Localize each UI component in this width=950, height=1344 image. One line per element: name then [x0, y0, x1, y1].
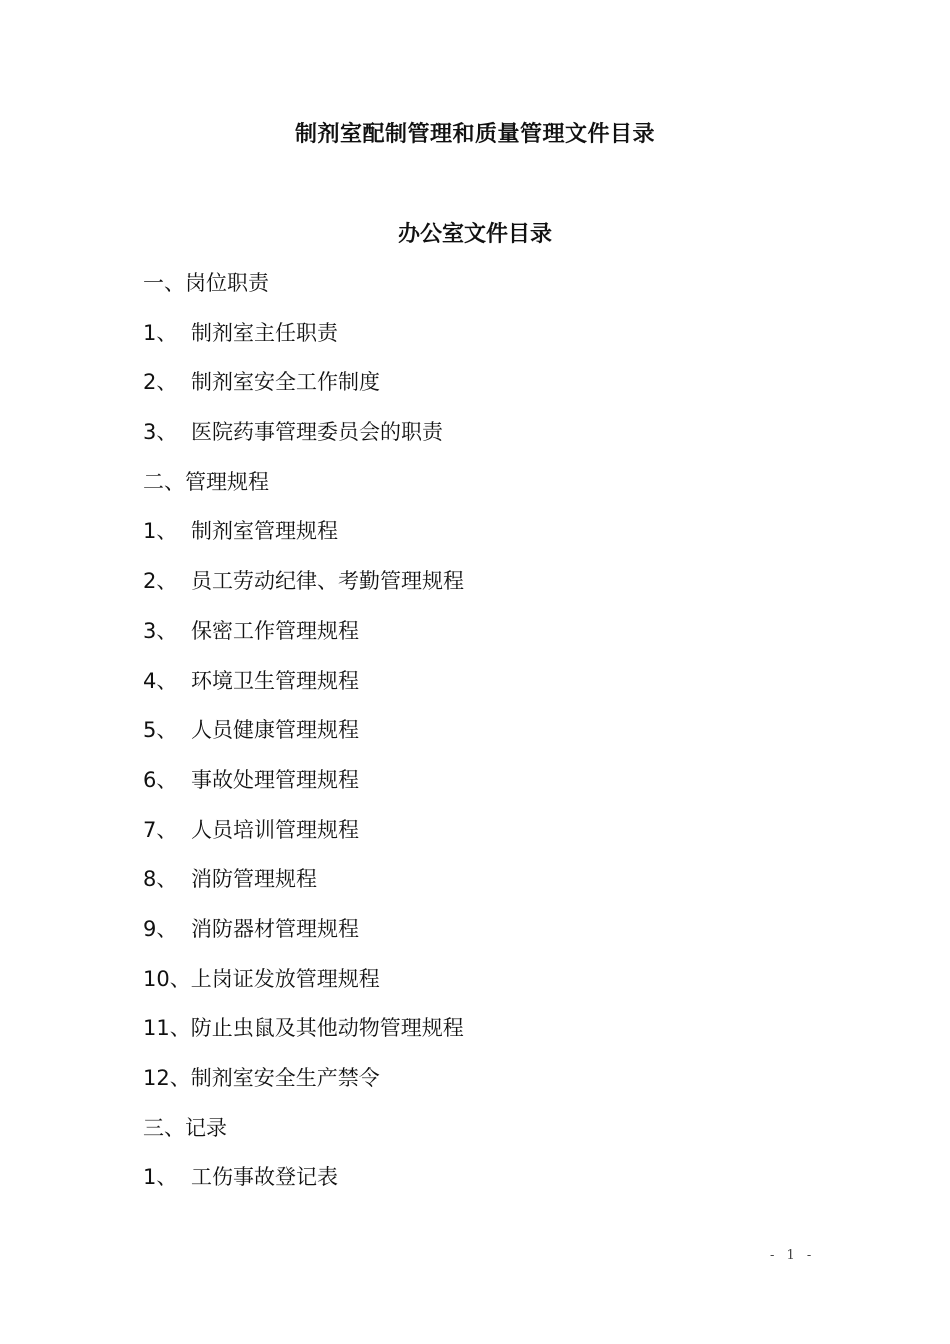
page-number: - 1 -: [770, 1248, 816, 1263]
toc-entry-text: 上岗证发放管理规程: [190, 966, 380, 991]
toc-entry-text: 环境卫生管理规程: [191, 668, 359, 693]
toc-entry-number: 4、: [143, 668, 178, 693]
toc-entry-text: 制剂室主任职责: [191, 320, 338, 345]
toc-entry-text: 制剂室安全工作制度: [191, 370, 380, 395]
toc-entry: [143, 762, 843, 812]
toc-entry-number: 6、: [143, 767, 178, 792]
toc-entry-number: 1、: [143, 320, 178, 345]
toc-entry-number: 12、: [143, 1066, 191, 1090]
toc-entry-number: 11、: [143, 1016, 191, 1041]
toc-entry-text: 员工劳动纪律、考勤管理规程: [191, 569, 464, 594]
toc-entry: [143, 961, 843, 1011]
toc-entry-number: 10、: [143, 966, 191, 991]
toc-entry-number: 三、: [143, 1115, 185, 1140]
toc-entry: [143, 315, 843, 365]
toc-entry-number: 1、: [143, 519, 178, 544]
section-title: 办公室文件目录: [397, 222, 552, 247]
toc-entry-number: 7、: [143, 817, 178, 842]
toc-entry-number: 3、: [143, 618, 178, 643]
toc-entry-number: 9、: [143, 916, 178, 941]
toc-entry-number: 5、: [143, 718, 178, 743]
toc-entry-text: 人员培训管理规程: [191, 817, 359, 842]
toc-entry: [143, 563, 843, 613]
toc-entry-number: 3、: [143, 420, 178, 445]
toc-entry: [143, 265, 843, 315]
toc-entry: [143, 712, 843, 762]
toc-entry-number: 2、: [143, 569, 178, 594]
toc-entry-number: 1、: [143, 1165, 178, 1190]
table-of-contents: [143, 265, 843, 1209]
toc-entry: [143, 1010, 843, 1060]
toc-entry-text: 工伤事故登记表: [191, 1165, 338, 1190]
toc-entry: [143, 464, 843, 514]
toc-entry-text: 医院药事管理委员会的职责: [191, 420, 443, 445]
toc-entry: [143, 1159, 843, 1209]
toc-entry: [143, 911, 843, 961]
toc-entry-text: 制剂室管理规程: [191, 519, 338, 544]
toc-entry-text: 制剂室安全生产禁令: [190, 1066, 380, 1090]
toc-entry: [143, 364, 843, 414]
toc-entry-text: 人员健康管理规程: [191, 718, 359, 743]
toc-entry-text: 消防器材管理规程: [191, 916, 359, 941]
toc-entry-text: 事故处理管理规程: [191, 767, 359, 792]
toc-entry-text: 保密工作管理规程: [191, 618, 359, 643]
toc-entry-text: 消防管理规程: [191, 867, 317, 892]
toc-entry: [143, 1110, 843, 1160]
toc-entry-number: 二、: [143, 469, 185, 494]
toc-entry-number: 2、: [143, 370, 178, 395]
toc-entry-text: 防止虫鼠及其他动物管理规程: [190, 1016, 464, 1041]
toc-entry-number: 一、: [143, 271, 185, 295]
toc-entry-number: 8、: [143, 867, 178, 892]
toc-entry: [143, 861, 843, 911]
toc-entry: [143, 812, 843, 862]
toc-entry: [143, 613, 843, 663]
toc-entry-text: 管理规程: [185, 469, 269, 494]
toc-entry-text: 记录: [185, 1115, 227, 1140]
toc-entry-text: 岗位职责: [185, 271, 269, 295]
toc-entry: [143, 1060, 843, 1110]
document-title: 制剂室配制管理和质量管理文件目录: [294, 122, 655, 147]
toc-entry: [143, 414, 843, 464]
toc-entry: [143, 513, 843, 563]
toc-entry: [143, 663, 843, 713]
